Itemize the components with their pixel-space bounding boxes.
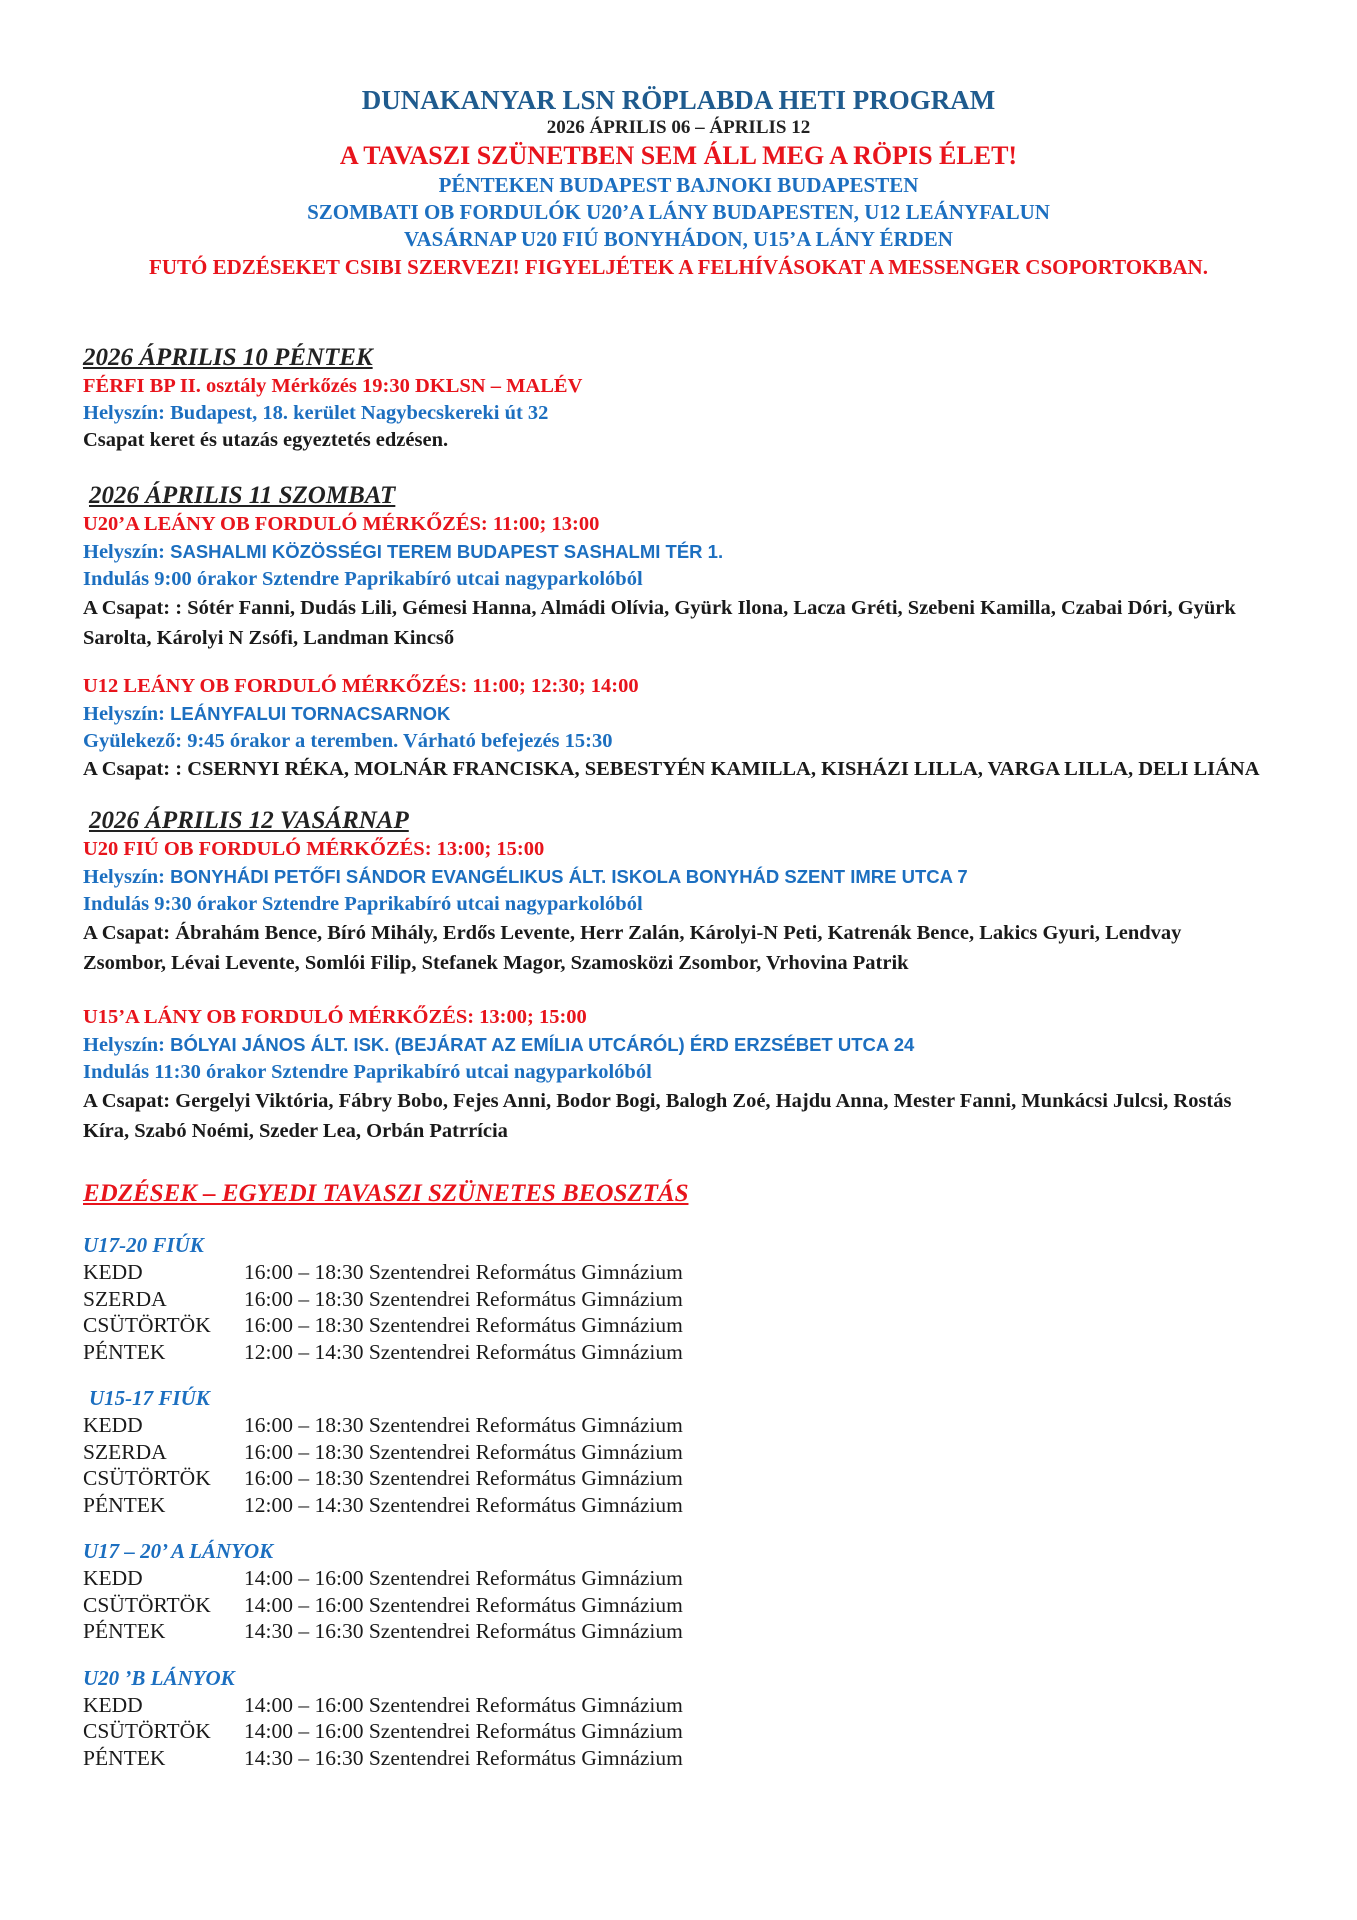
training-day: CSÜTÖRTÖK [83,1313,211,1337]
location-label: Helyszín: [83,866,165,888]
training-time: 16:00 – 18:30 Szentendrei Református Gimnázium [244,1439,683,1464]
event-location [83,863,1283,891]
event-departure: Indulás 11:30 órakor Sztendre Paprikabíró utcai nagyparkolóból [83,1061,652,1083]
summary-line-friday: PÉNTEKEN BUDAPEST BAJNOKI BUDAPESTEN [438,173,919,197]
training-row [83,1618,1283,1645]
training-time: 16:00 – 18:30 Szentendrei Református Gimnázium [244,1313,683,1337]
header [0,84,1357,281]
slogan: A TAVASZI SZÜNETBEN SEM ÁLL MEG A RÖPIS ÉLET! [339,141,1018,170]
training-time: 16:00 – 18:30 Szentendrei Református Gimnázium [244,1260,683,1284]
event-departure: Indulás 9:30 órakor Sztendre Paprikabíró utcai nagyparkolóból [83,893,643,915]
event-title: U15’A LÁNY OB FORDULÓ MÉRKŐZÉS: 13:00; 15:00 [83,1006,587,1028]
event-location [83,1031,1283,1059]
location-value: SASHALMI KÖZÖSSÉGI TEREM BUDAPEST SASHALMI TÉR 1. [170,541,724,562]
team-roster: A Csapat: Gergelyi Viktória, Fábry Bobo, Fejes Anni, Bodor Bogi, Balogh Zoé, Hajdu Anna, Mester Fanni, Munkácsi Julcsi, Rostás Kíra, Szabó Noémi, Szeder Lea, Orbán Patrrícia [83,1090,1232,1142]
summary-line-saturday: SZOMBATI OB FORDULÓK U20’A LÁNY BUDAPESTEN, U12 LEÁNYFALUN [307,200,1050,224]
saturday-section [83,480,1283,783]
summary-line-sunday: VASÁRNAP U20 FIÚ BONYHÁDON, U15’A LÁNY ÉRDEN [404,227,953,251]
training-time: 16:00 – 18:30 Szentendrei Református Gimnázium [244,1413,683,1437]
location-value: LEÁNYFALUI TORNACSARNOK [170,703,451,724]
training-time: 14:00 – 16:00 Szentendrei Református Gimnázium [244,1719,683,1743]
location-label: Helyszín: [83,541,165,563]
training-time: 12:00 – 14:30 Szentendrei Református Gimnázium [244,1339,683,1364]
training-row [83,1718,1283,1745]
team-roster: A Csapat: Ábrahám Bence, Bíró Mihály, Erdős Levente, Herr Zalán, Károlyi-N Peti, Katrenák Bence, Lakics Gyuri, Lendvay Zsombor, Lévai Levente, Somlói Filip, Stefanek Magor, Szamosközi Zsombor, Vrhovina Patrik [83,922,1182,974]
schedule-content [83,342,1283,1771]
training-row [83,1745,1283,1772]
document-title: DUNAKANYAR LSN RÖPLABDA HETI PROGRAM [361,85,996,115]
team-roster: A Csapat: : Sótér Fanni, Dudás Lili, Gémesi Hanna, Almádi Olívia, Gyürk Ilona, Lacza Gréti, Szebeni Kamilla, Czabai Dóri, Gyürk Sarolta, Károlyi N Zsófi, Landman Kincső [83,597,1236,649]
event-departure: Indulás 9:00 órakor Sztendre Paprikabíró utcai nagyparkolóból [83,568,643,590]
training-row [83,1339,1283,1366]
training-time: 14:00 – 16:00 Szentendrei Református Gimnázium [244,1692,683,1717]
location-value: BÓLYAI JÁNOS ÁLT. ISK. (BEJÁRAT AZ EMÍLIA UTCÁRÓL) ÉRD ERZSÉBET UTCA 24 [170,1034,915,1055]
training-time: 14:30 – 16:30 Szentendrei Református Gimnázium [244,1745,683,1770]
team-roster: A Csapat: : CSERNYI RÉKA, MOLNÁR FRANCISKA, SEBESTYÉN KAMILLA, KISHÁZI LILLA, VARGA LILLA, DELI LIÁNA [83,758,1260,780]
event-title: U12 LEÁNY OB FORDULÓ MÉRKŐZÉS: 11:00; 12:30; 14:00 [83,675,639,697]
trainings-heading: EDZÉSEK – EGYEDI TAVASZI SZÜNETES BEOSZTÁS [83,1180,689,1207]
training-time: 12:00 – 14:30 Szentendrei Református Gimnázium [244,1492,683,1517]
event-title: U20’A LEÁNY OB FORDULÓ MÉRKŐZÉS: 11:00; 13:00 [83,513,600,535]
training-day: PÉNTEK [83,1745,166,1770]
training-row [83,1692,1283,1719]
training-row [83,1286,1283,1313]
sunday-section [83,805,1283,1146]
event-location [83,700,1283,728]
training-day: KEDD [83,1566,143,1590]
training-time: 16:00 – 18:30 Szentendrei Református Gimnázium [244,1466,683,1490]
day-heading-sunday: 2026 ÁPRILIS 12 VASÁRNAP [89,807,409,834]
training-group-name: U20 ’B LÁNYOK [83,1665,235,1690]
training-day: CSÜTÖRTÖK [83,1592,211,1617]
training-day: KEDD [83,1260,143,1284]
friday-section [83,342,1283,454]
training-day: PÉNTEK [83,1492,166,1517]
training-group-name: U17-20 FIÚK [83,1233,204,1257]
day-heading-saturday: 2026 ÁPRILIS 11 SZOMBAT [89,482,396,509]
training-row [83,1312,1283,1339]
training-day: PÉNTEK [83,1619,166,1643]
date-range: 2026 ÁPRILIS 06 – ÁPRILIS 12 [546,117,811,138]
trainings-section [83,1178,1283,1771]
training-row [83,1412,1283,1439]
training-day: SZERDA [83,1439,167,1464]
event-title: FÉRFI BP II. osztály Mérkőzés 19:30 DKLSN – MALÉV [83,375,583,397]
day-heading-friday: 2026 ÁPRILIS 10 PÉNTEK [83,344,373,371]
training-day: KEDD [83,1413,143,1437]
event-gathering: Gyülekező: 9:45 órakor a teremben. Várható befejezés 15:30 [83,730,613,752]
event-location: Helyszín: Budapest, 18. kerület Nagybecskereki út 32 [83,402,549,424]
notice-line: FUTÓ EDZÉSEKET CSIBI SZERVEZI! FIGYELJÉTEK A FELHÍVÁSOKAT A MESSENGER CSOPORTOKBAN. [149,255,1208,279]
training-group-name: U17 – 20’ A LÁNYOK [83,1539,274,1563]
training-day: CSÜTÖRTÖK [83,1466,211,1490]
event-note: Csapat keret és utazás egyeztetés edzésen. [83,429,449,451]
event-location [83,538,1283,566]
training-time: 14:00 – 16:00 Szentendrei Református Gimnázium [244,1566,683,1590]
training-time: 14:30 – 16:30 Szentendrei Református Gimnázium [244,1619,683,1643]
training-row [83,1565,1283,1592]
training-row [83,1439,1283,1466]
training-group-name: U15-17 FIÚK [89,1386,210,1410]
training-row [83,1465,1283,1492]
training-day: KEDD [83,1692,143,1717]
training-row [83,1492,1283,1519]
training-time: 14:00 – 16:00 Szentendrei Református Gimnázium [244,1592,683,1617]
location-label: Helyszín: [83,703,165,725]
training-day: CSÜTÖRTÖK [83,1719,211,1743]
location-value: BONYHÁDI PETŐFI SÁNDOR EVANGÉLIKUS ÁLT. ISKOLA BONYHÁD SZENT IMRE UTCA 7 [170,866,968,887]
training-day: PÉNTEK [83,1339,166,1364]
training-row [83,1259,1283,1286]
location-label: Helyszín: [83,1034,165,1056]
training-time: 16:00 – 18:30 Szentendrei Református Gimnázium [244,1286,683,1311]
training-row [83,1592,1283,1619]
event-title: U20 FIÚ OB FORDULÓ MÉRKŐZÉS: 13:00; 15:00 [83,838,545,860]
training-day: SZERDA [83,1286,167,1311]
